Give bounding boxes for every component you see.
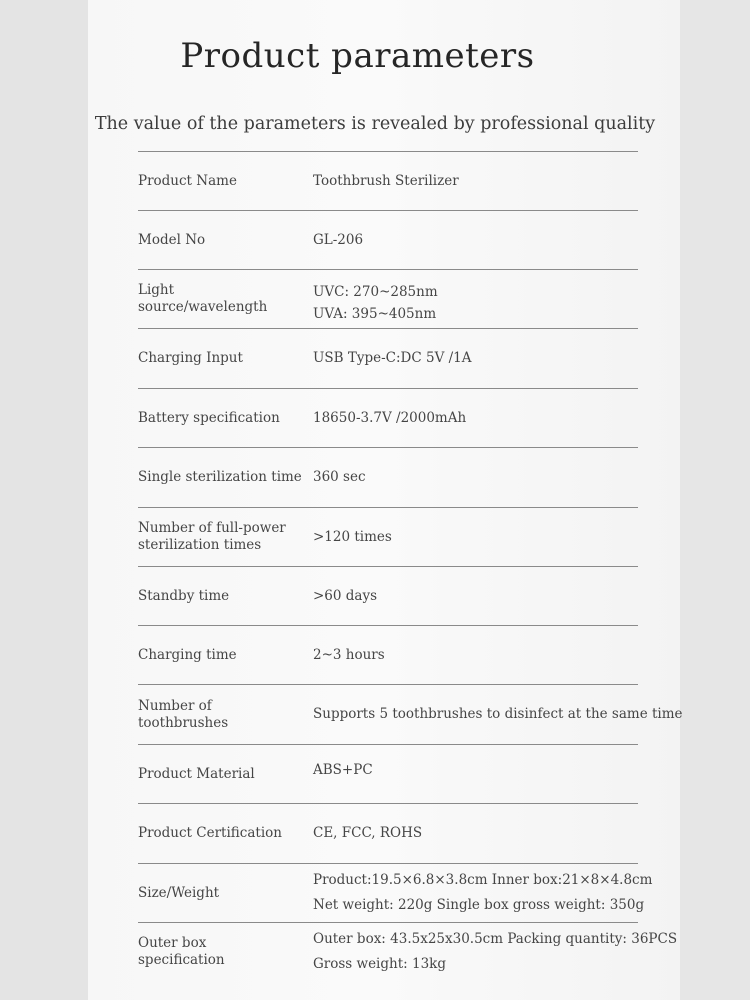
row-value [313,626,713,684]
row-value [313,567,713,625]
row-value [313,685,713,744]
row-value [313,804,713,863]
page-subtitle: The value of the parameters is revealed by professional quality [94,114,656,134]
row-label [138,923,306,981]
row-value-line: 360 sec [313,469,366,485]
row-value [313,152,713,210]
row-value [313,329,713,388]
page-title: Product parameters [180,36,535,76]
row-label: Product Certification [138,825,282,841]
row-value-line: USB Type-C:DC 5V /1A [313,350,472,366]
table-row-toothbrush-count [138,685,683,745]
table-row-size-weight [138,864,653,923]
row-label-line: toothbrushes [138,714,229,731]
table-row-standby-time [138,567,638,626]
row-label-line: specification [138,952,225,968]
row-value [313,389,713,447]
row-label: Battery specification [138,409,280,426]
row-label: Size/Weight [138,884,220,901]
row-value-line: GL-206 [313,231,364,248]
table-row-model-no [138,211,638,270]
row-label-line: sterilization times [138,537,262,553]
row-value-line: Outer box: 43.5x25x30.5cm Packing quantity: 36PCS [313,931,678,947]
row-value-line: Gross weight: 13kg [313,956,446,972]
row-value-line: Net weight: 220g Single box gross weight: 350g [313,897,645,913]
row-value-line: >60 days [313,587,378,604]
row-value-line: UVA: 395~405nm [313,306,437,322]
row-value-line: 2~3 hours [313,646,385,663]
row-label-line: source/wavelength [138,299,268,315]
table-row-charging-time [138,626,638,685]
table-row-outer-box [138,923,678,981]
row-value [313,923,713,981]
row-label: Standby time [138,587,230,604]
table-row-charging-input [138,329,638,389]
row-label-line: Light [138,282,175,298]
row-value-line: Supports 5 toothbrushes to disinfect at the same time [313,706,683,722]
table-row-sterilization-time [138,448,638,508]
row-value [313,270,713,328]
table-row-material [138,745,638,804]
table-row-certification [138,804,638,864]
row-label: Charging time [138,646,237,663]
row-value-line: Product:19.5×6.8×3.8cm Inner box:21×8×4.8cm [313,872,653,888]
row-label: Product Material [138,765,255,782]
row-value-line: 18650-3.7V /2000mAh [313,409,467,426]
table-row-battery [138,389,638,448]
row-label: Charging Input [138,350,243,366]
row-value [313,745,713,803]
row-value [313,211,713,269]
row-value [313,864,713,922]
table-row-light-source [138,270,638,329]
row-value-line: UVC: 270~285nm [313,284,438,300]
row-label [138,685,306,744]
row-label-line: Number of [138,697,212,714]
row-value-line: Toothbrush Sterilizer [313,172,459,189]
row-label: Single sterilization time [138,469,302,485]
table-row-product-name [138,152,638,211]
table-row-full-power-times [138,508,638,567]
row-label: Product Name [138,172,237,189]
row-value-line: >120 times [313,528,392,545]
row-label-line: Number of full-power [138,520,286,536]
row-value-line: CE, FCC, ROHS [313,825,423,841]
row-value [313,448,713,507]
row-value [313,508,713,566]
row-label [138,270,306,328]
row-label-line: Outer box [138,935,207,951]
row-label [138,508,306,566]
parameters-table [138,151,683,981]
row-value-line: ABS+PC [313,762,373,778]
row-label: Model No [138,231,206,248]
